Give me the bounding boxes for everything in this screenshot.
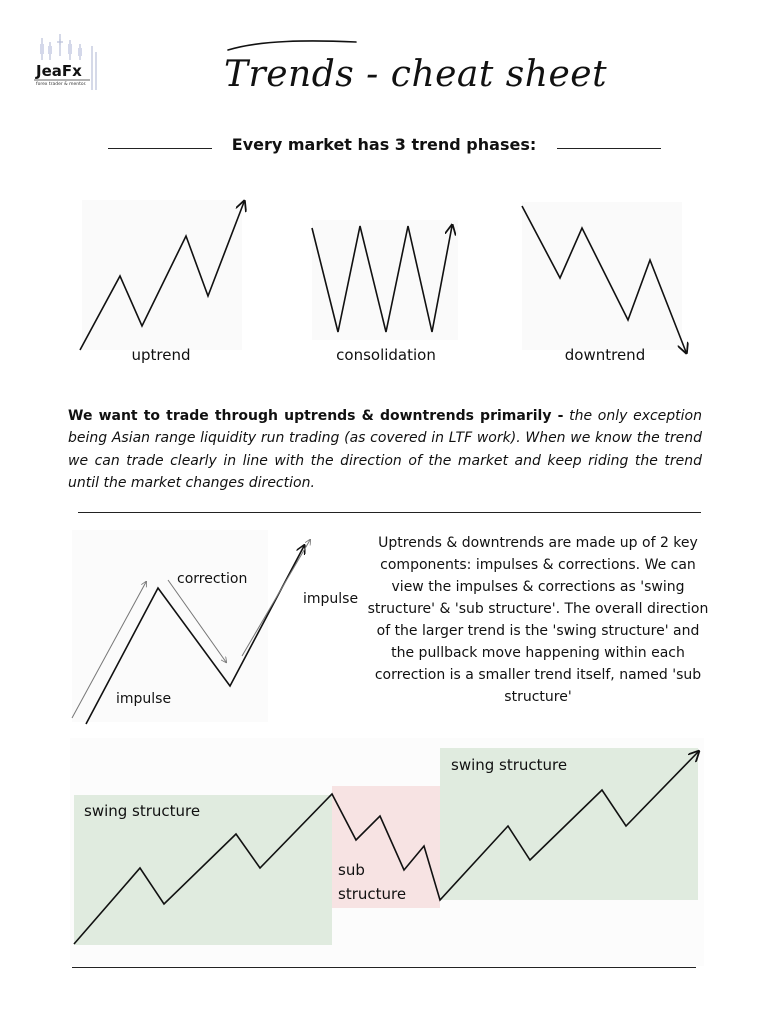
- swing-structure-label-left: swing structure: [84, 802, 201, 820]
- logo-tagline: forex trader & mentor.: [36, 82, 87, 87]
- sub-structure-label-line1: sub: [338, 861, 365, 879]
- consolidation-panel: [312, 220, 458, 340]
- trend-phases-diagram: [0, 190, 768, 365]
- structure-diagram: [0, 738, 768, 970]
- phase-label-downtrend: downtrend: [564, 346, 646, 364]
- page-title-wrap: [220, 34, 608, 114]
- downtrend-panel: [522, 202, 682, 350]
- impulse-label-left: impulse: [116, 691, 172, 707]
- correction-label: correction: [177, 571, 248, 587]
- page-title: Trends - cheat sheet: [224, 54, 608, 95]
- phase-label-consolidation: consolidation: [336, 346, 436, 364]
- logo-name: JeaFx: [36, 62, 82, 80]
- section-divider: [78, 512, 701, 513]
- components-explanation: Uptrends & downtrends are made up of 2 key components: impulses & corrections. We can view the impulses & corrections as 'swing structure' & 'sub structure'. The overall direction of the larger trend is the 'swing structure' and the pullback move happening within each correction is a smaller trend itself, named 'sub structure': [367, 535, 709, 705]
- subtitle: Every market has 3 trend phases:: [231, 135, 537, 154]
- swing-structure-label-right: swing structure: [451, 756, 568, 774]
- intro-paragraph: [68, 405, 702, 494]
- sub-structure-label-line2: structure: [338, 885, 407, 903]
- impulse-label-right: impulse: [303, 591, 359, 607]
- intro-paragraph-italic: the only exception being Asian range liquidity run trading (as covered in LTF work). When we know the trend we can trade clearly in line with the direction of the market and keep riding the trend until the market changes direction.: [68, 408, 702, 491]
- subtitle-rule-right: [557, 148, 661, 149]
- bottom-divider: [72, 967, 696, 968]
- intro-paragraph-bold: We want to trade through uptrends & downtrends primarily -: [68, 408, 564, 424]
- impulse-correction-diagram: [60, 528, 360, 728]
- uptrend-panel: [82, 200, 242, 350]
- phase-label-uptrend: uptrend: [131, 346, 191, 364]
- brand-logo: [32, 32, 100, 92]
